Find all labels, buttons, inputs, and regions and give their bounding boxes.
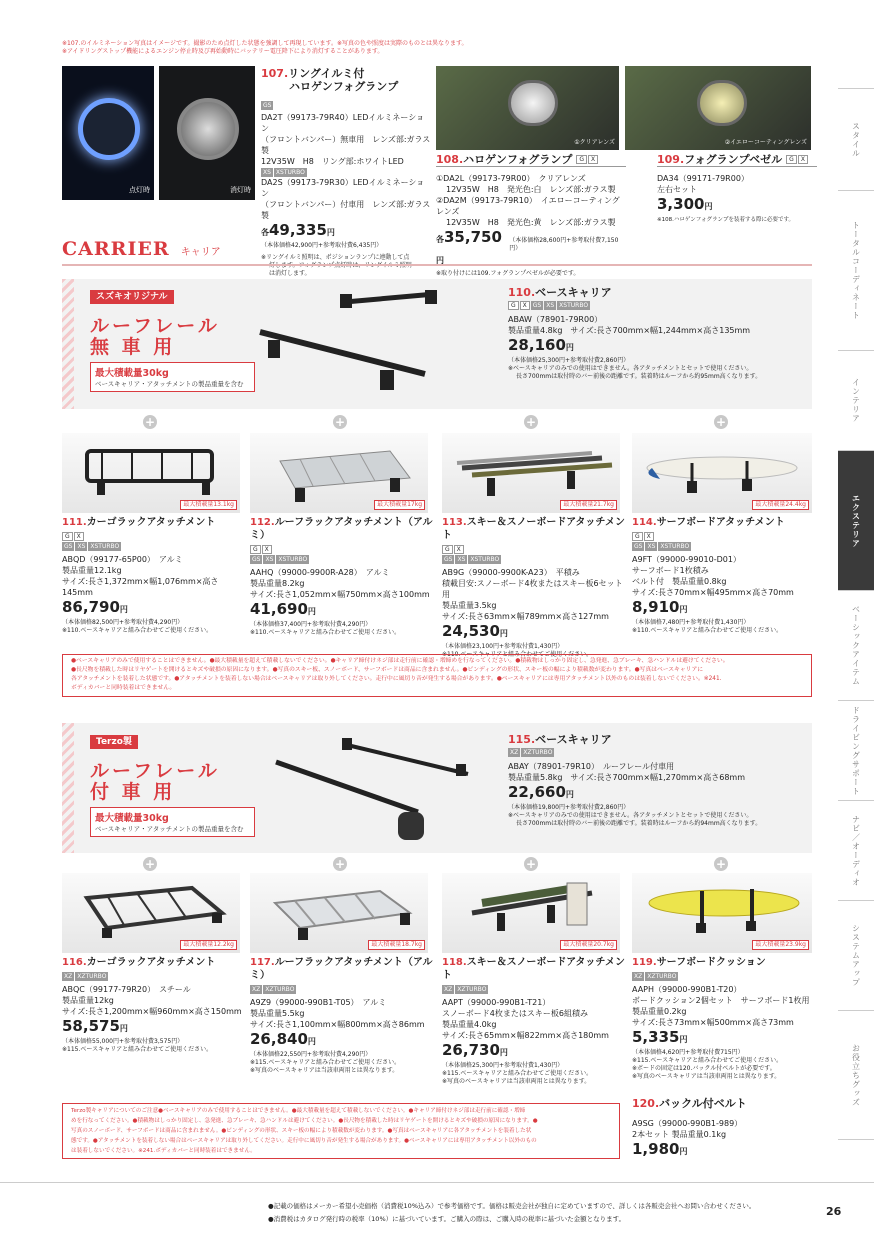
item-115: 115.ベースキャリア XZ XZTURBO ABAY（78901-79R10） ルーフレール付車用 製品重量5.8kg サイズ:長さ700mm×幅1,270mm×高さ68mm 22,660円 （本体価格19,800円+参考取付費2,860円） ※ベースキャリアのみでの使用はできません。各アタッチメントとセットで使用ください。 長さ700mmは取付時のバー前後の距離です。装着時はルーフから約94mm高くなります。 bbox=[508, 733, 762, 827]
product-photo bbox=[250, 433, 428, 513]
sidebar-tab-system-up[interactable]: システムアップ bbox=[838, 900, 874, 1010]
item-109: 109.フォグランプベゼル G X DA34（99171-79R00） 左右セット 3,300円 ※108.ハロゲンフォグランプを装着する際に必要です。 bbox=[657, 153, 817, 224]
price: 1,980 bbox=[632, 1140, 680, 1158]
max-load-badge: 最大積載量23.9kg bbox=[752, 940, 809, 950]
item-title: ベースキャリア bbox=[535, 733, 612, 746]
plus-icon: + bbox=[715, 415, 727, 429]
item-title: ルーフラックアタッチメント（アルミ） bbox=[250, 957, 433, 981]
footer-notes: ●記載の価格はメーカー希望小売価格（消費税10%込み）で参考価格です。価格は販売会社が独自に定めていますので、詳しくは各販売会社へお問い合わせください。 ●消費税はカタログ発行時の税率（10%）に基づいています。ご購入の際は、ご購入時の税率に基づいた金額となります。 bbox=[268, 1202, 756, 1223]
item-title: スキー＆スノーボードアタッチメント bbox=[442, 957, 625, 981]
section-title: ルーフレール bbox=[90, 760, 220, 782]
section-badge: Terzo製 bbox=[90, 735, 138, 749]
item-114: 114.サーフボードアタッチメント G X GS XS XSTURBO A9FT（99000-99010-D01） サーフボード1枚積み ベルト付 製品重量0.8kg サイズ:長さ70mm×幅495mm×高さ70mm 8,910円 （本体価格7,480円+参考取付費1,430円） ※110.ベースキャリアと組み合わせてご使用ください。 bbox=[632, 517, 794, 634]
clear-lens-photo bbox=[436, 66, 619, 150]
section-title: 無 車 用 bbox=[90, 336, 176, 358]
top-note: ※107.のイルミネーション写真はイメージです。撮影のため点灯した状態を強調して再現しています。※写真の色や照度は実際のものとは異なります。 ※アイドリングストップ機能によるエンジン停止時及び再始動時にバッテリー電圧降下により消灯することがあります。 bbox=[62, 40, 468, 55]
plus-icon: + bbox=[334, 415, 346, 429]
sidebar-tab-driving-support[interactable]: ドライビングサポート bbox=[838, 700, 874, 800]
sidebar-tab-total-coordinate[interactable]: トータルコーディネート bbox=[838, 190, 874, 350]
item-title: バックル付ベルト bbox=[659, 1097, 747, 1110]
max-load-badge: 最大積載量20.7kg bbox=[560, 940, 617, 950]
item-112: 112.ルーフラックアタッチメント（アルミ） G X GS XS XSTURBO AAHQ（99000-9900R-A28） アルミ 製品重量8.2kg サイズ:長さ1,052mm×幅750mm×高さ100mm 41,690円 （本体価格37,400円+参考取付費4,290円） ※110.ベースキャリアと組み合わせてご使用ください。 bbox=[250, 517, 433, 636]
item-107: 107.リングイルミ付 ハロゲンフォグランプ GS DA2T（99173-79R40）LEDイルミネーション （フロントバンパー）無車用 レンズ部:ガラス製 12V35W H8 リング部:ホワイトLED XS XSTURBO DA2S（99173-79R30）LEDイルミネーション （フロントバンパー）付車用 レンズ部:ガラス製 各49,335円 （本体価格42,900円+参考取付費6,435円） ※リングイルミ照明は、ポジションランプに連動して点 灯します。フォグランプ点灯時は、リングイルミ照明 は消灯します。 bbox=[261, 67, 431, 277]
plus-icon: + bbox=[525, 415, 537, 429]
item-117: 117.ルーフラックアタッチメント（アルミ） XZ XZTURBO A9Z9（99000-990B1-T05） アルミ 製品重量5.5kg サイズ:長さ1,100mm×幅800mm×高さ86mm 26,840円 （本体価格22,550円+参考取付費4,290円） ※115.ベースキャリアと組み合わせてご使用ください。 ※写真のベースキャリアは当該車両用とは異なります。 bbox=[250, 957, 433, 1074]
product-photo bbox=[62, 873, 240, 953]
max-load-box: 最大積載量30kg ベースキャリア・アタッチメントの製品重量を含む bbox=[90, 807, 255, 837]
fog-lamp-off-photo bbox=[159, 66, 255, 200]
fog-lamp-lit-photo bbox=[62, 66, 154, 200]
plus-icon: + bbox=[334, 857, 346, 871]
sidebar-tab-exterior[interactable]: エクステリア bbox=[838, 450, 874, 590]
item-title: ルーフラックアタッチメント（アルミ） bbox=[250, 517, 433, 541]
max-load-badge: 最大積載量18.7kg bbox=[368, 940, 425, 950]
item-title: ハロゲンフォグランプ bbox=[289, 80, 399, 93]
price: 28,160 bbox=[508, 336, 566, 354]
product-photo bbox=[250, 873, 428, 953]
plus-icon: + bbox=[525, 857, 537, 871]
max-load-badge: 最大積載量24.4kg bbox=[752, 500, 809, 510]
price: 41,690 bbox=[250, 600, 308, 618]
plus-icon: + bbox=[144, 415, 156, 429]
price: 49,335 bbox=[269, 221, 327, 239]
item-title: フォグランプベゼル bbox=[684, 153, 783, 166]
price: 3,300 bbox=[657, 195, 705, 213]
price: 24,530 bbox=[442, 622, 500, 640]
product-photo bbox=[442, 433, 620, 513]
sidebar-tab-navi-audio[interactable]: ナビ／オーディオ bbox=[838, 800, 874, 900]
price: 26,840 bbox=[250, 1030, 308, 1048]
price: 26,730 bbox=[442, 1041, 500, 1059]
base-carrier-image bbox=[250, 282, 450, 402]
photo-caption: 点灯時 bbox=[129, 186, 150, 194]
max-load-badge: 最大積載量13.1kg bbox=[180, 500, 237, 510]
item-title: ベースキャリア bbox=[535, 286, 612, 299]
plus-icon: + bbox=[144, 857, 156, 871]
sidebar-tab-interior[interactable]: インテリア bbox=[838, 350, 874, 450]
item-110: 110.ベースキャリア G X GS XS XSTURBO ABAW（78901-79R00） 製品重量4.8kg サイズ:長さ700mm×幅1,244mm×高さ135mm 28,160円 （本体価格25,300円+参考取付費2,860円） ※ベースキャリアのみでの使用はできません。各アタッチメントとセットで使用ください。 長さ700mmは取付時のバー前後の距離です。装着時はルーフから約95mm高くなります。 bbox=[508, 286, 762, 380]
price: 22,660 bbox=[508, 783, 566, 801]
base-carrier-image-2 bbox=[268, 732, 478, 847]
section-title: 付 車 用 bbox=[90, 781, 176, 803]
yellow-lens-photo bbox=[625, 66, 811, 150]
section-heading: CARRIER キャリア bbox=[62, 238, 812, 266]
grade-tag: XSTURBO bbox=[275, 169, 305, 176]
item-title: スキー＆スノーボードアタッチメント bbox=[442, 517, 625, 541]
item-113: 113.スキー＆スノーボードアタッチメント G X GS XS XSTURBO AB9G（99000-9900K-A23） 平積み 積載目安:スノーボード4枚またはスキー板6セット用 製品重量3.5kg サイズ:長さ63mm×幅789mm×高さ127mm 24,530円 （本体価格23,100円+参考取付費1,430円） ※110.ベースキャリアと組み合わせてご使用ください。 bbox=[442, 517, 625, 658]
plus-icon: + bbox=[715, 857, 727, 871]
photo-caption: ②イエローコーティングレンズ bbox=[724, 139, 807, 146]
max-load-badge: 最大積載量12.2kg bbox=[180, 940, 237, 950]
item-108: 108.ハロゲンフォグランプ G X ①DA2L（99173-79R00） クリアレンズ 12V35W H8 発光色:白 レンズ部:ガラス製 ②DA2M（99173-79R10） イエローコーティングレンズ 12V35W H8 発光色:黄 レンズ部:ガラス製 各35,750円 （本体価格28,600円+参考取付費7,150円） ※取り付けには109.フォグランプベゼルが必要です。 bbox=[436, 153, 626, 278]
page-number: 26 bbox=[826, 1205, 842, 1218]
price: 5,335 bbox=[632, 1028, 680, 1046]
item-title: ハロゲンフォグランプ bbox=[463, 153, 573, 166]
product-photo bbox=[632, 433, 812, 513]
photo-caption: 消灯時 bbox=[230, 186, 251, 194]
item-title: カーゴラックアタッチメント bbox=[86, 957, 216, 968]
item-title: カーゴラックアタッチメント bbox=[86, 517, 216, 528]
product-photo bbox=[632, 873, 812, 953]
item-116: 116.カーゴラックアタッチメント XZ XZTURBO ABQC（99177-79R20） スチール 製品重量12kg サイズ:長さ1,200mm×幅960mm×高さ150mm 58,575円 （本体価格55,000円+参考取付費3,575円） ※115.ベースキャリアと組み合わせてご使用ください。 bbox=[62, 957, 242, 1053]
product-photo bbox=[442, 873, 620, 953]
section-badge: スズキオリジナル bbox=[90, 290, 174, 304]
caution-box: ●ベースキャリアのみで使用することはできません。●最大積載量を超えて積載しないでください。●キャリア締付けネジ部は走行前に確認・増締めを行なってください。●積載物はしっかり固定し、急発進、急ブレーキ、急ハンドルは避けてください。 ●長尺物を積載した時はリヤゲートを開けるとキズや破損の原因になります。●写真のスキー板、スノーボード、サーフボードは商品に含まれません。●ビンディングの形状、スキー板の幅により積載数が変わります。●写真はベースキャリアに 各アタッチメントを装着した状態です。●アタッチメントを装着しない場合はベースキャリアは取り外してください。走行中に風切り音が発生する場合があります。●ベースキャリアには専用アタッチメント以外のものは装着しないでください。※241. ボディカバーと同時装着はできません。 bbox=[62, 654, 812, 697]
item-118: 118.スキー＆スノーボードアタッチメント XZ XZTURBO AAPT（99000-990B1-T21） スノーボード4枚またはスキー板6組積み 製品重量4.0kg サイズ:長さ65mm×幅822mm×高さ180mm 26,730円 （本体価格25,300円+参考取付費1,430円） ※115.ベースキャリアと組み合わせてご使用ください。 ※写真のベースキャリアは当該車両用とは異なります。 bbox=[442, 957, 625, 1085]
price: 58,575 bbox=[62, 1017, 120, 1035]
max-load-box: 最大積載量30kg ベースキャリア・アタッチメントの製品重量を含む bbox=[90, 362, 255, 392]
price: 35,750 bbox=[444, 228, 502, 246]
grade-tag: XS bbox=[263, 169, 271, 176]
price: 8,910 bbox=[632, 598, 680, 616]
item-120: 120.バックル付ベルト A9SG（99000-990B1-989） 2本セット 製品重量0.1kg 1,980円 bbox=[632, 1097, 747, 1158]
sidebar-tab-style[interactable]: スタイル bbox=[838, 88, 874, 190]
max-load-badge: 最大積載量21.7kg bbox=[560, 500, 617, 510]
max-load-badge: 最大積載量17kg bbox=[374, 500, 425, 510]
item-title: サーフボードアタッチメント bbox=[656, 517, 785, 528]
section-title: ルーフレール bbox=[90, 315, 220, 337]
sidebar-tab-basic-items[interactable]: ベーシックアイテム bbox=[838, 590, 874, 700]
photo-caption: ①クリアレンズ bbox=[574, 139, 615, 146]
item-119: 119.サーフボードクッション XZ XZTURBO AAPH（99000-990B1-T20） ボードクッション2個セット サーフボード1枚用 製品重量0.2kg サイズ:長さ73mm×幅500mm×高さ73mm 5,335円 （本体価格4,620円+参考取付費715円） ※115.ベースキャリアと組み合わせてご使用ください。 ※ボードの固定は120.バックル付ベルトが必要です。 ※写真のベースキャリアは当該車両用とは異なります。 bbox=[632, 957, 810, 1080]
caution-box-terzo: Terzo製キャリアについてのご注意●ベースキャリアのみで使用することはできません。●最大積載量を超えて積載しないでください。●キャリア締付けネジ部は走行前に確認・増締 めを行なってください。●積載物はしっかり固定し、急発進、急ブレーキ、急ハンドルは避けてください。●長尺物を積載した時はリヤゲートを開けるとキズや破損の原因になります。● 写真のスノーボード、サーフボードは商品に含まれません。●ビンディングの形状、スキー板の幅により積載数が変わります。●写真はベースキャリアに各アタッチメントを装着した状 態です。●アタッチメントを装着しない場合はベースキャリアは取り外してください。走行中に風切り音が発生する場合があります。●ベースキャリアには専用アタッチメント以外のもの は装着しないでください。※241.ボディカバーと同時装着はできません。 bbox=[62, 1103, 620, 1159]
item-title: リングイルミ付 bbox=[288, 67, 365, 80]
product-photo bbox=[62, 433, 240, 513]
price: 86,790 bbox=[62, 598, 120, 616]
grade-tag: GS bbox=[263, 102, 272, 109]
sidebar-tab-useful-goods[interactable]: お役立ちグッズ bbox=[838, 1010, 874, 1140]
item-title: サーフボードクッション bbox=[656, 957, 766, 968]
item-number: 107. bbox=[261, 67, 289, 80]
item-111: 111.カーゴラックアタッチメント G X GS XS XSTURBO ABQD（99177-65P00） アルミ 製品重量12.1kg サイズ:長さ1,372mm×幅1,076mm×高さ145mm 86,790円 （本体価格82,500円+参考取付費4,290円） ※110.ベースキャリアと組み合わせてご使用ください。 bbox=[62, 517, 219, 634]
